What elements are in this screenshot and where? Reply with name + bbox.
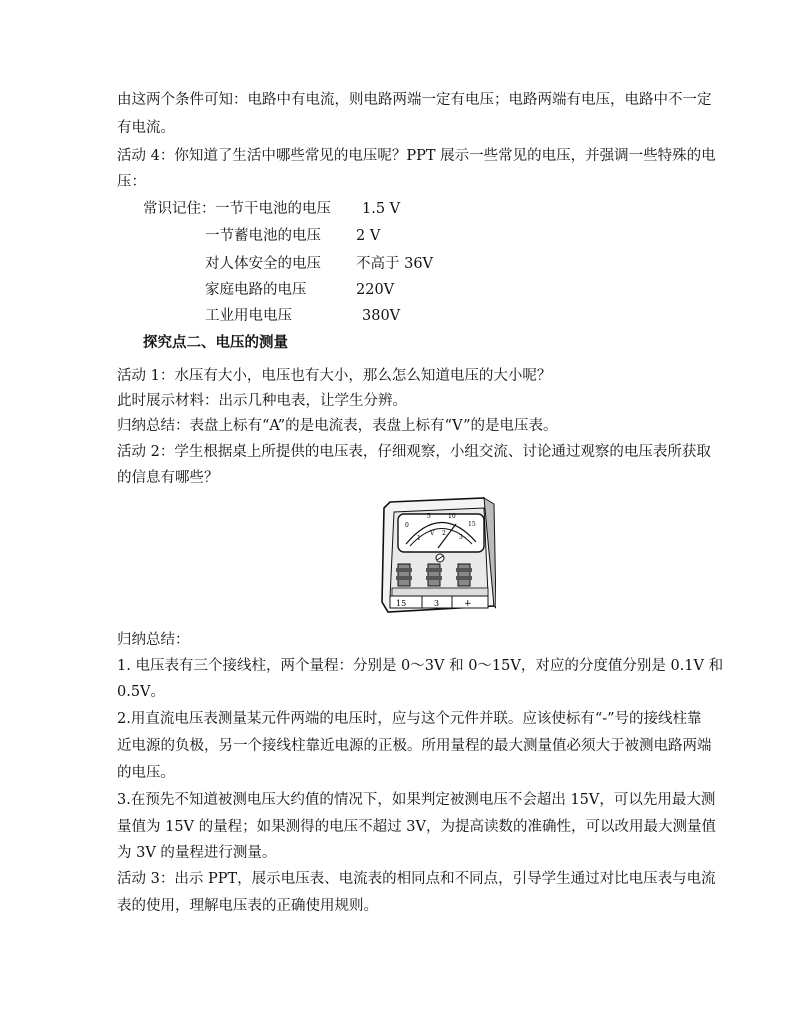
voltage-item-value: 2 V [356, 228, 381, 244]
terminal-label: 3 [434, 599, 440, 608]
paragraph-line: 为 3V 的量程进行测量。 [117, 845, 277, 861]
voltage-item-value: 220V [356, 282, 395, 298]
paragraph-line: 有电流。 [117, 120, 175, 136]
paragraph-line: 活动 3：出示 PPT，展示电压表、电流表的相同点和不同点，引导学生通过对比电压表与电流 [117, 871, 716, 887]
inner-scale-label: V [430, 530, 435, 537]
paragraph-line: 此时展示材料：出示几种电表，让学生分辨。 [117, 393, 407, 409]
voltage-item-label: 一节干电池的电压 [215, 201, 331, 217]
common-voltage-lead: 常识记住： [143, 201, 216, 217]
paragraph-line: 归纳总结：表盘上标有“A”的是电流表，表盘上标有“V”的是电压表。 [117, 418, 558, 434]
voltage-item-value: 不高于 36V [356, 256, 434, 272]
terminal-label: 15 [396, 599, 407, 608]
scale-label: 5 [427, 513, 431, 520]
paragraph-line: 由这两个条件可知：电路中有电流，则电路两端一定有电压；电路两端有电压，电路中不一定 [117, 92, 712, 108]
paragraph-line: 近电源的负极，另一个接线柱靠近电源的正极。所用量程的最大测量值必须大于被测电路两端 [117, 738, 712, 754]
scale-label: 10 [448, 513, 456, 520]
terminal-label: + [464, 599, 472, 609]
paragraph-line: 的信息有哪些？ [117, 470, 219, 486]
voltmeter-drawing [372, 494, 496, 616]
voltmeter-illustration [372, 494, 496, 616]
inner-scale-label: 3 [459, 534, 463, 541]
scale-label: 0 [405, 522, 409, 529]
paragraph-line: 1. 电压表有三个接线柱，两个量程：分别是 0～3V 和 0～15V，对应的分度值分别是 0.1V 和 [117, 658, 724, 674]
paragraph-line: 量值为 15V 的量程；如果测得的电压不超过 3V，为提高读数的准确性，可以改用最大测量值 [117, 819, 716, 835]
paragraph-line: 2.用直流电压表测量某元件两端的电压时，应与这个元件并联。应该使标有“-”号的接线柱靠 [117, 711, 702, 727]
voltage-item-label: 对人体安全的电压 [205, 256, 321, 272]
voltage-item-label: 一节蓄电池的电压 [205, 228, 321, 244]
paragraph-line: 活动 1：水压有大小，电压也有大小，那么怎么知道电压的大小呢？ [117, 368, 552, 384]
paragraph-line: 活动 2：学生根据桌上所提供的电压表，仔细观察，小组交流、讨论通过观察的电压表所获取 [117, 444, 711, 460]
paragraph-line: 表的使用，理解电压表的正确使用规则。 [117, 898, 378, 914]
paragraph-line: 活动 4：你知道了生活中哪些常见的电压呢？PPT 展示一些常见的电压，并强调一些特殊的电 [117, 148, 716, 164]
voltage-item-value: 1.5 V [362, 201, 401, 217]
paragraph-line: 压： [117, 174, 146, 190]
inner-scale-label: 2 [442, 530, 446, 537]
paragraph-line: 3.在预先不知道被测电压大约值的情况下，如果判定被测电压不会超出 15V，可以先用最大测 [117, 792, 716, 808]
paragraph-line: 0.5V。 [117, 684, 166, 700]
voltage-item-label: 工业用电电压 [205, 308, 292, 324]
section-title: 探究点二、电压的测量 [143, 334, 288, 351]
inner-scale-label: 1 [417, 535, 421, 542]
paragraph-line: 的电压。 [117, 765, 175, 781]
paragraph-line: 归纳总结： [117, 632, 190, 648]
scale-label: 15 [468, 521, 476, 528]
voltage-item-value: 380V [362, 308, 401, 324]
voltage-item-label: 家庭电路的电压 [205, 282, 307, 298]
